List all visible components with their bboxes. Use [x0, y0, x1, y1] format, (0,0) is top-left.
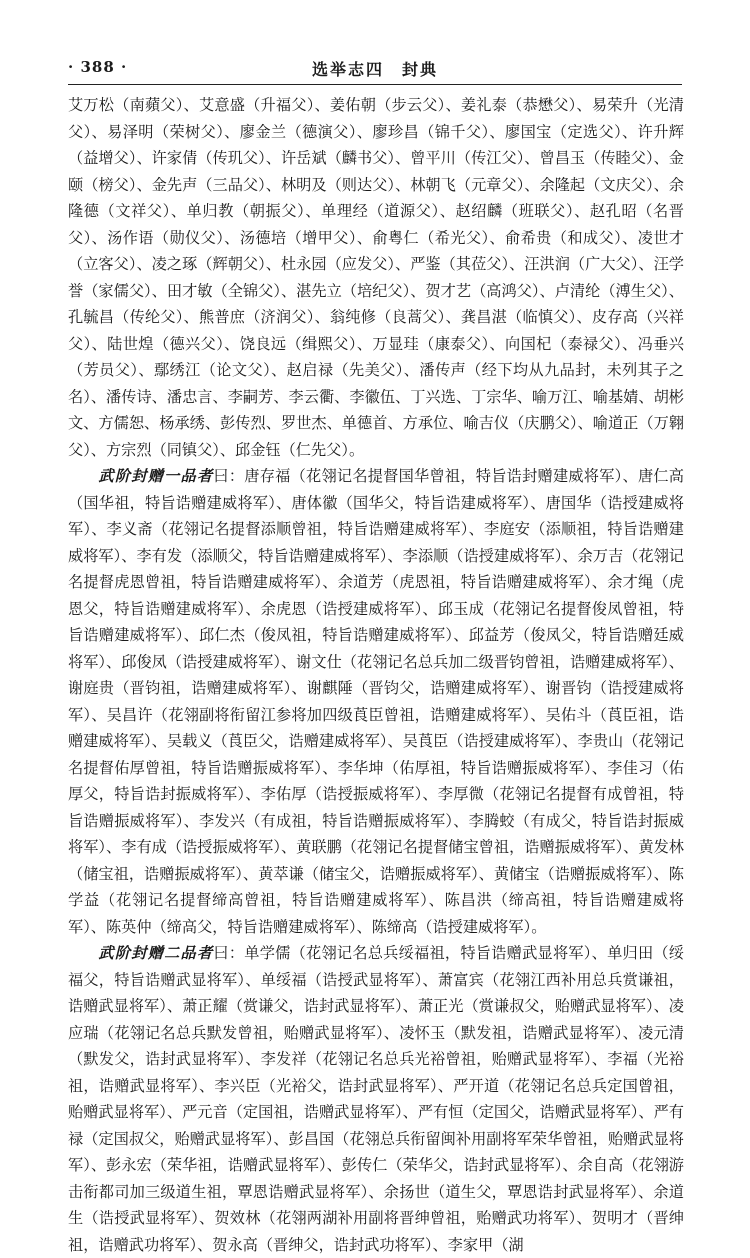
- paragraph-3-text: 曰：单学儒（花翎记名总兵绥福祖，特旨诰赠武显将军）、单归田（绥福父，特旨诰赠武显将军）、单绥福（诰授武显将军）、萧富宾（花翎江西补用总兵赏谦祖，诰赠武显将军）、萧正耀（赏谦父，诰封武显将军）、萧正光（赏谦叔父，贻赠武显将军）、凌应瑞（花翎记名总兵默发曾祖，贻赠武显将军）、凌怀玉（默发祖，诰赠武显将军）、凌元清（默发父，诰封武显将军）、李发祥（花翎记名总兵光裕曾祖，贻赠武显将军）、李福（光裕祖，诰赠武显将军）、李兴臣（光裕父，诰封武显将军）、严开道（花翎记名总兵定国曾祖，贻赠武显将军）、严元音（定国祖，诰赠武显将军）、严有恒（定国父，诰赠武显将军）、严有禄（定国叔父，贻赠武显将军）、彭昌国（花翎总兵衔留闽补用副将军荣华曾祖，贻赠武显将军）、彭永宏（荣华祖，诰赠武显将军）、彭传仁（荣华父，诰封武显将军）、余自高（花翎游击衔都司加三级道生祖，覃恩诰赠武显将军）、余扬世（道生父，覃恩诰封武显将军）、余道生（诰授武显将军）、贺效林（花翎两湖补用副将晋绅曾祖，贻赠武功将军）、贺明才（晋绅祖，诰赠武功将军）、贺永高（晋绅父，诰封武功将军）、李家甲（湖: [68, 944, 684, 1254]
- paragraph-1: 艾万松（南蘋父）、艾意盛（升福父）、姜佑朝（步云父）、姜礼泰（恭懋父）、易荣升（光清父）、易泽明（荣树父）、廖金兰（德演父）、廖珍昌（锦千父）、廖国宝（定选父）、许升辉（益增父）、许家倩（传玑父）、许岳斌（麟书父）、曾平川（传江父）、曾昌玉（传睦父）、金颐（榜父）、金先声（三品父）、林明及（则达父）、林朝飞（元章父）、余隆起（文庆父）、余隆德（文祥父）、单归教（朝振父）、单理经（道源父）、赵绍麟（班联父）、赵孔昭（名晋父）、汤作语（勋仪父）、汤德培（增甲父）、俞粤仁（希光父）、俞希贵（和成父）、凌世才（立客父）、凌之琢（辉朝父）、杜永园（应发父）、严鉴（其莅父）、汪洪润（广大父）、汪学誉（家儒父）、田才敏（全锦父）、湛先立（培纪父）、贺才艺（高鸿父）、卢清纶（溥生父）、孔毓昌（传纶父）、熊普庶（济润父）、翁纯修（良蒿父）、龚昌湛（临慎父）、皮存高（兴祥父）、陆世煌（德兴父）、饶良远（缉熙父）、万显珪（康泰父）、向国杞（泰禄父）、冯垂兴（芳员父）、鄢绣江（论文父）、赵启禄（先美父）、潘传声（经下均从九品封，未列其子之名）、潘传诗、潘忠言、李嗣芳、李云衢、李徽伍、丁兴选、丁宗华、喻万江、喻基婧、胡彬文、方儒恕、杨承绣、彭传烈、罗世杰、单德首、方承位、喻吉仪（庆鹏父）、喻道正（万翱父）、方宗烈（同镇父）、邱金钰（仁先父）。: [68, 96, 684, 459]
- paragraph-2-text: 曰：唐存福（花翎记名提督国华曾祖，特旨诰封赠建威将军）、唐仁高（国华祖，特旨诰赠建威将军）、唐体徽（国华父，特旨诰建威将军）、唐国华（诰授建威将军）、李义斋（花翎记名提督添顺曾祖，特旨诰赠建威将军）、李庭安（添顺祖，特旨诰赠建威将军）、李有发（添顺父，特旨诰赠建威将军）、李添顺（诰授建威将军）、余万吉（花翎记名提督虎恩曾祖，特旨诰赠建威将军）、余道芳（虎恩祖，特旨诰赠建威将军）、余才绳（虎恩父，特旨诰赠建威将军）、余虎恩（诰授建威将军）、邱玉成（花翎记名提督俊凤曾祖，特旨诰赠建威将军）、邱仁杰（俊凤祖，特旨诰赠建威将军）、邱益芳（俊凤父，特旨诰赠廷威将军）、邱俊凤（诰授建威将军）、谢文仕（花翎记名总兵加二级晋钧曾祖，诰赠建威将军）、谢庭贵（晋钧祖，诰赠建威将军）、谢麒陲（晋钧父，诰赠建威将军）、谢晋钧（诰授建威将军）、吴昌许（花翎副将衔留江参将加四级莨臣曾祖，诰赠建威将军）、吴佑斗（莨臣祖，诰赠建威将军）、吴载义（莨臣父，诰赠建威将军）、吴莨臣（诰授建威将军）、李贵山（花翎记名提督佑厚曾祖，特旨诰赠振威将军）、李华坤（佑厚祖，特旨诰赠振威将军）、李佳习（佑厚父，特旨诰封振威将军）、李佑厚（诰授振威将军）、李厚微（花翎记名提督有成曾祖，特旨诰赠振威将军）、李发兴（有成祖，特旨诰赠振威将军）、李腾蛟（有成父，特旨诰封振威将军）、李有成（诰授振威将军）、黄联鹏（花翎记名提督储宝曾祖，诰赠振威将军）、黄发林（储宝祖，诰赠振威将军）、黄萃谦（储宝父，诰赠振威将军）、黄储宝（诰赠振威将军）、陈学益（花翎记名提督缔高曾祖，特旨诰赠建威将军）、陈昌洪（缔高祖，特旨诰赠建威将军）、陈英仲（缔高父，特旨诰赠建威将军）、陈缔高（诰授建威将军）。: [68, 467, 684, 936]
- paragraph-2: [68, 463, 684, 940]
- section-lead-first-rank: 武阶封赠一品者: [98, 467, 214, 485]
- page-number: · 388 ·: [68, 58, 128, 76]
- page-body: [68, 92, 684, 1258]
- running-title: 选举志四 封典: [311, 60, 438, 79]
- page-header: [68, 52, 682, 85]
- paragraph-3: [68, 940, 684, 1258]
- section-lead-second-rank: 武阶封赠二品者: [98, 944, 214, 962]
